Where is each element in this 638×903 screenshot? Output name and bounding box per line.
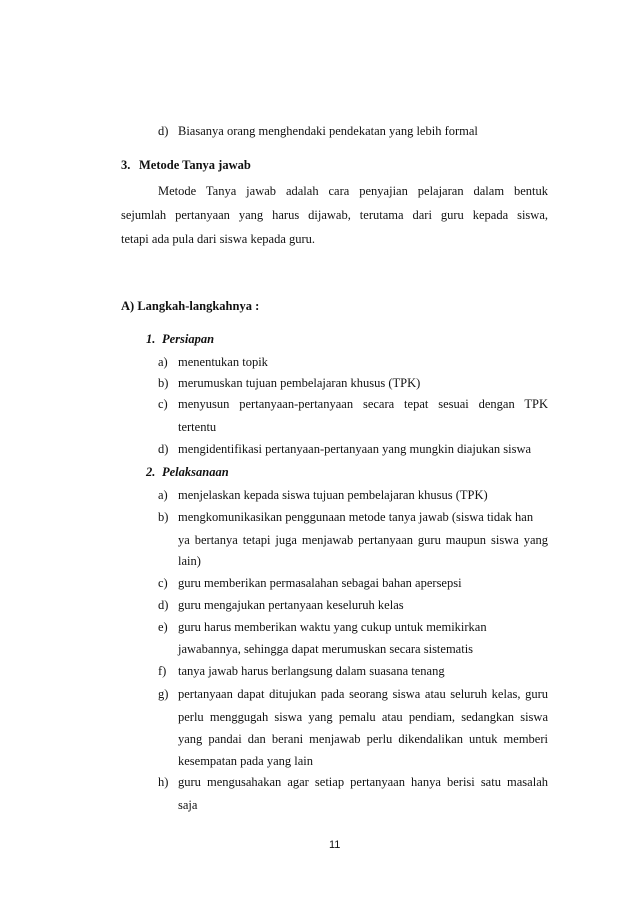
page-number: 11: [329, 839, 341, 851]
step-number: 2.: [146, 465, 156, 479]
subheading: A) Langkah-langkahnya :: [121, 299, 260, 313]
paragraph-line: tetapi ada pula dari siswa kepada guru.: [121, 232, 316, 246]
paragraph-line: sejumlah pertanyaan yang harus dijawab, terutama dari guru kepada siswa,: [121, 208, 548, 222]
top-list-item: [158, 123, 478, 139]
list-label: a): [158, 355, 168, 369]
list-text: merumuskan tujuan pembelajaran khusus (TPK): [178, 376, 421, 390]
list-text: guru harus memberikan waktu yang cukup untuk memikirkan: [178, 620, 487, 634]
list-item: [158, 619, 487, 635]
list-label: c): [158, 576, 168, 590]
list-text-continuation: lain): [178, 554, 201, 568]
list-item: [158, 487, 488, 503]
list-text: menyusun pertanyaan-pertanyaan secara tepat sesuai dengan TPK: [178, 397, 548, 411]
list-item: [158, 441, 531, 457]
list-text-continuation: tertentu: [178, 420, 217, 434]
list-label: b): [158, 376, 169, 390]
list-label: d): [158, 598, 169, 612]
step-number: 1.: [146, 332, 156, 346]
list-text-continuation: perlu menggugah siswa yang pemalu atau pendiam, sedangkan siswa: [178, 710, 548, 724]
list-text: menjelaskan kepada siswa tujuan pembelajaran khusus (TPK): [178, 488, 488, 502]
list-text: menentukan topik: [178, 355, 268, 369]
list-label: g): [158, 687, 169, 701]
list-text: mengidentifikasi pertanyaan-pertanyaan yang mungkin diajukan siswa: [178, 442, 532, 456]
list-text: guru mengusahakan agar setiap pertanyaan hanya berisi satu masalah: [178, 775, 548, 789]
list-label: d): [158, 124, 169, 138]
list-text: pertanyaan dapat ditujukan pada seorang siswa atau seluruh kelas, guru: [178, 687, 548, 701]
list-text-continuation: saja: [178, 798, 198, 812]
section-title: Metode Tanya jawab: [139, 158, 251, 172]
list-text-continuation: jawabannya, sehingga dapat merumuskan secara sistematis: [178, 642, 474, 656]
section-heading: [121, 157, 251, 173]
list-text: Biasanya orang menghendaki pendekatan yang lebih formal: [178, 124, 478, 138]
list-item: [158, 663, 445, 679]
step-heading: [146, 331, 214, 347]
step-title: Persiapan: [162, 332, 215, 346]
list-label: e): [158, 620, 168, 634]
list-text-continuation: yang pandai dan berani menjawab perlu dikendalikan untuk memberi: [178, 732, 548, 746]
list-label: d): [158, 442, 169, 456]
paragraph-line: Metode Tanya jawab adalah cara penyajian pelajaran dalam bentuk: [158, 184, 548, 198]
list-text: tanya jawab harus berlangsung dalam suasana tenang: [178, 664, 445, 678]
list-label: c): [158, 397, 168, 411]
list-item: [158, 575, 462, 591]
step-heading: [146, 464, 229, 480]
list-label: a): [158, 488, 168, 502]
list-text: guru memberikan permasalahan sebagai bahan apersepsi: [178, 576, 462, 590]
list-label: b): [158, 510, 169, 524]
list-item: [158, 354, 268, 370]
list-item: [158, 509, 533, 525]
list-label: h): [158, 775, 169, 789]
list-text-continuation: ya bertanya tetapi juga menjawab pertanyaan guru maupun siswa yang: [178, 533, 548, 547]
step-title: Pelaksanaan: [162, 465, 229, 479]
list-label: f): [158, 664, 167, 678]
list-item: [158, 375, 420, 391]
list-text: guru mengajukan pertanyaan keseluruh kelas: [178, 598, 404, 612]
list-text-continuation: kesempatan pada yang lain: [178, 754, 314, 768]
list-item: [158, 597, 404, 613]
list-text: mengkomunikasikan penggunaan metode tanya jawab (siswa tidak han: [178, 510, 534, 524]
section-number: 3.: [121, 158, 131, 172]
